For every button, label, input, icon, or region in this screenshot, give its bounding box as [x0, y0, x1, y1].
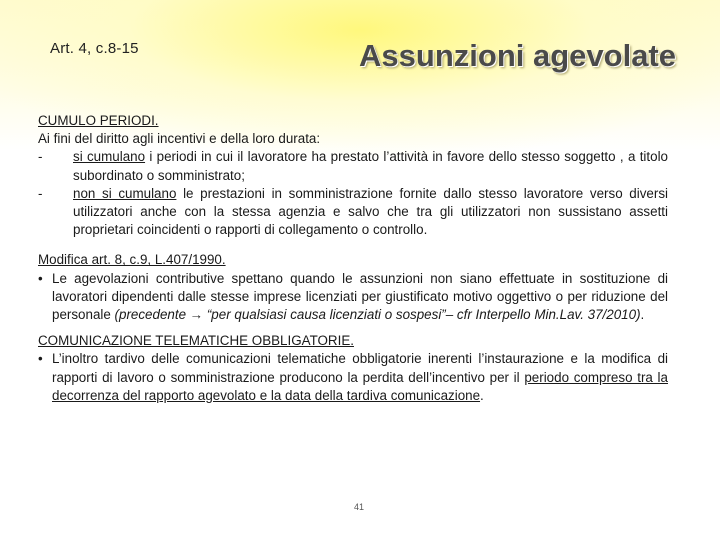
cumulo-periodi-heading: CUMULO PERIODI.: [38, 113, 159, 128]
list-item: [38, 270, 668, 325]
item-text: L’inoltro tardivo delle comunicazioni telematiche obbligatorie inerenti l’instaurazione e la modifica di rapporti di lavoro o somministrazione producono la perdita dell’incentivo per il: [52, 351, 668, 385]
slide-content: [38, 112, 668, 405]
slide-title: Assunzioni agevolate: [359, 38, 676, 73]
item-text: i periodi in cui il lavoratore ha prestato l’attività in favore dello stesso soggetto , a titolo subordinato o somministrato;: [73, 149, 668, 183]
italic-note: (precedente: [114, 307, 190, 323]
sentence-end: .: [480, 387, 484, 403]
modifica-heading: Modifica art. 8, c.9, L.407/1990.: [38, 252, 226, 268]
slide-subtitle: Art. 4, c.8-15: [50, 40, 139, 57]
emphasis-text: si cumulano: [73, 149, 146, 165]
list-item: [38, 185, 668, 240]
sentence-end: .: [640, 307, 645, 323]
cumulo-periodi-intro: Ai fini del diritto agli incentivi e della loro durata:: [38, 131, 321, 147]
bullet-marker: •: [38, 351, 43, 367]
italic-note-continued: “per qualsiasi causa licenziati o sospesi”– cfr Interpello Min.Lav. 37/2010): [203, 307, 641, 323]
dash-marker: -: [38, 185, 43, 201]
comunicazione-heading: COMUNICAZIONE TELEMATICHE OBBLIGATORIE.: [38, 333, 354, 349]
list-item: [38, 148, 668, 184]
dash-marker: -: [38, 149, 43, 165]
item-text: Le agevolazioni contributive spettano quando le assunzioni non siano effettuate in sostituzione di lavoratori dipendenti dalle stesse imprese licenziati per giustificato motivo oggettivo o per riduzione del personale: [52, 270, 668, 323]
bullet-marker: •: [38, 270, 43, 286]
page-number: 41: [354, 502, 365, 512]
item-text: le prestazioni in somministrazione fornite dallo stesso lavoratore verso diversi utilizzatori anche con la stessa agenzia e salvo che tra gli utilizzatori non sussistano assetti proprietari coincidenti o rapporti di collegamento o controllo.: [73, 185, 668, 238]
emphasis-text: periodo compreso tra la decorrenza del rapporto agevolato e la data della tardiva comunicazione: [52, 369, 668, 403]
arrow-icon: →: [189, 307, 204, 323]
list-item: [38, 350, 668, 405]
emphasis-text: non si cumulano: [73, 185, 177, 201]
